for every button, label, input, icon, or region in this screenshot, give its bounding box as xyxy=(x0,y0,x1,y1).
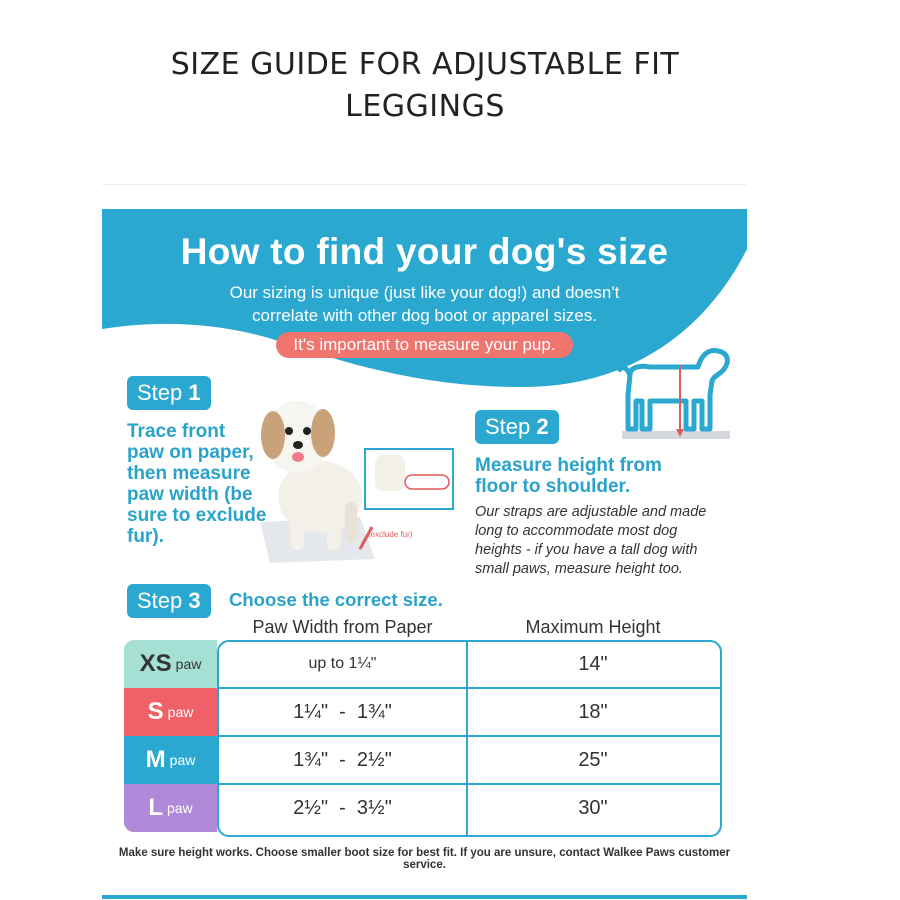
bottom-divider xyxy=(102,895,747,899)
size-tab-s xyxy=(124,688,217,736)
size-letter: XS xyxy=(139,650,172,677)
paw-width-cell: up to 1¼" xyxy=(308,655,377,672)
size-letter: S xyxy=(147,698,164,725)
page-title: SIZE GUIDE FOR ADJUSTABLE FIT LEGGINGS xyxy=(170,47,680,124)
size-letter: M xyxy=(145,746,166,773)
step3-instruction: Choose the correct size. xyxy=(229,589,443,610)
size-paw-label: paw xyxy=(167,704,194,720)
header-subtitle-line1: Our sizing is unique (just like your dog!) and doesn't xyxy=(229,283,620,302)
size-paw-label: paw xyxy=(175,656,202,672)
max-height-cell: 25" xyxy=(578,749,608,771)
size-paw-label: paw xyxy=(166,800,193,816)
col-header-paw-width: Paw Width from Paper xyxy=(252,617,433,637)
measure-pill: It's important to measure your pup. xyxy=(276,332,573,358)
step3-badge-num: 3 xyxy=(188,588,201,613)
size-tab-l xyxy=(124,784,217,832)
max-height-cell: 18" xyxy=(578,701,608,723)
col-header-max-height: Maximum Height xyxy=(525,617,661,637)
header-title: How to find your dog's size xyxy=(180,231,669,272)
step1-instruction: Trace front paw on paper, then measure paw width (be sure to exclude fur). xyxy=(127,421,267,547)
dog-height-icon xyxy=(610,345,735,443)
size-letter: L xyxy=(148,794,163,821)
paw-width-cell: 1¾" - 2½" xyxy=(293,749,392,771)
size-tab-m xyxy=(124,736,217,784)
divider xyxy=(102,184,747,185)
step2-badge-num: 2 xyxy=(536,414,549,439)
step1-badge-word: Step xyxy=(137,380,183,405)
step3-badge xyxy=(127,584,211,618)
header-subtitle xyxy=(182,281,667,327)
table-row xyxy=(124,784,720,832)
size-tab-xs xyxy=(124,640,217,688)
step3-badge-word: Step xyxy=(137,588,183,613)
dog-photo xyxy=(245,387,460,567)
paw-width-cell: 1¼" - 1¾" xyxy=(293,701,392,723)
table-row xyxy=(124,688,720,736)
step2-badge-word: Step xyxy=(485,414,531,439)
paw-width-cell: 2½" - 3½" xyxy=(293,797,392,819)
table-row xyxy=(124,736,720,784)
step2-instruction: Measure height from floor to shoulder. xyxy=(475,455,662,497)
step2-note: Our straps are adjustable and made long to accommodate most dog heights - if you have a tall dog with small paws, measure height too. xyxy=(475,504,707,577)
footnote: Make sure height works. Choose smaller boot size for best fit. If you are unsure, contact Walkee Paws customer service. xyxy=(118,847,731,871)
max-height-cell: 14" xyxy=(578,653,608,675)
header-subtitle-line2: correlate with other dog boot or apparel sizes. xyxy=(252,306,597,325)
step1-badge-num: 1 xyxy=(188,380,201,405)
size-table xyxy=(124,640,720,835)
step2-badge xyxy=(475,410,559,444)
photo-caption: (exclude fur) xyxy=(368,530,413,539)
size-paw-label: paw xyxy=(169,752,196,768)
table-row xyxy=(124,640,720,688)
size-guide-infographic xyxy=(102,209,747,871)
step1-badge xyxy=(127,376,211,410)
max-height-cell: 30" xyxy=(578,797,608,819)
